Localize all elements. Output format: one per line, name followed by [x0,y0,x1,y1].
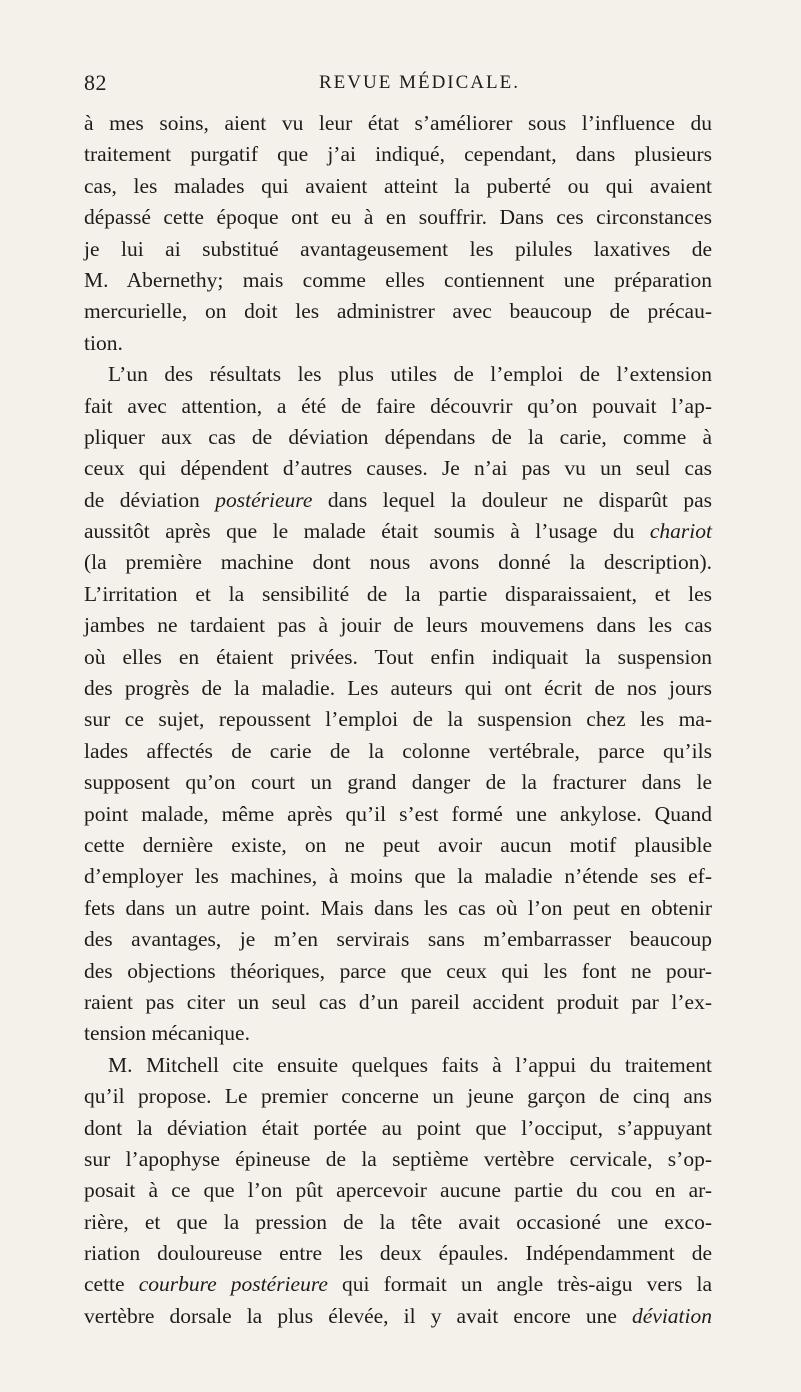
text-line [84,1175,712,1206]
text-line [84,861,712,892]
text-run: aussitôt après que le malade était soumis à l’usage du [84,519,650,544]
text-run: L’irritation et la sensibilité de la partie disparaissaient, et les [84,581,712,606]
text-run: où elles en étaient privées. Tout enfin indiquait la suspension [84,644,712,669]
text-run: point malade, même après qu’il s’est formé une ankylose. Quand [84,801,712,826]
text-run: fait avec attention, a été de faire découvrir qu’on pouvait l’ap- [84,393,712,418]
text-line [84,422,712,453]
text-line [84,830,712,861]
text-run: mercurielle, on doit les administrer avec beaucoup de précau- [84,299,712,324]
text-line [84,1301,712,1332]
text-run: des avantages, je m’en servirais sans m’embarrasser beaucoup [84,927,712,952]
text-run: dont la déviation était portée au point que l’occiput, s’appuyant [84,1115,712,1140]
text-line [84,328,712,359]
text-run: jambes ne tardaient pas à jouir de leurs mouvemens dans les cas [84,613,712,638]
text-line [84,579,712,610]
text-run: qu’il propose. Le premier concerne un jeune garçon de cinq ans [84,1084,712,1109]
text-line [84,673,712,704]
text-run: L’un des résultats les plus utiles de l’emploi de l’extension [108,362,712,387]
text-line [84,1144,712,1175]
text-run: cette dernière existe, on ne peut avoir aucun motif plausible [84,832,712,857]
text-run: pliquer aux cas de déviation dépendans de la carie, comme à [84,424,712,449]
running-head: REVUE MÉDICALE. [319,72,520,93]
text-run: riation douloureuse entre les deux épaules. Indépendamment de [84,1241,712,1266]
text-run: des objections théoriques, parce que ceux qui les font ne pour- [84,958,712,983]
italic-phrase: chariot [649,519,712,544]
text-run: dépassé cette époque ont eu à en souffrir. Dans ces circonstances [84,205,712,230]
text-run: fets dans un autre point. Mais dans les cas où l’on peut en obtenir [84,895,712,920]
text-line [84,893,712,924]
text-line [84,1238,712,1269]
text-line [84,924,712,955]
italic-phrase: déviation [631,1303,712,1328]
text-line [84,610,712,641]
text-run: je lui ai substitué avantageusement les pilules laxatives de [84,236,712,261]
text-line [84,234,712,265]
text-line [84,987,712,1018]
text-run: dans lequel la douleur ne disparût pas [312,487,712,512]
text-run: ceux qui dépendent d’autres causes. Je n’ai pas vu un seul cas [84,456,712,481]
text-run: sur l’apophyse épineuse de la septième vertèbre cervicale, s’op- [84,1146,712,1171]
text-line [84,704,712,735]
text-line [84,1018,712,1049]
text-run: sur ce sujet, repoussent l’emploi de la suspension chez les ma- [84,707,712,732]
body-text [84,108,712,1332]
text-line [84,359,712,390]
text-line [84,171,712,202]
text-line [84,767,712,798]
text-run: vertèbre dorsale la plus élevée, il y avait encore une [84,1303,632,1328]
text-run: qui formait un angle très-aigu vers la [327,1272,712,1297]
italic-phrase: courbure postérieure [138,1272,328,1297]
text-run: raient pas citer un seul cas d’un pareil accident produit par l’ex- [84,989,712,1014]
text-line [84,108,712,139]
text-line [84,1207,712,1238]
text-line [84,453,712,484]
text-line [84,547,712,578]
text-run: lades affectés de carie de la colonne vertébrale, parce qu’ils [84,738,712,763]
text-line [84,1269,712,1300]
text-run: rière, et que la pression de la tête avait occasioné une exco- [84,1209,712,1234]
text-line [84,799,712,830]
text-line [84,956,712,987]
page-header [84,70,712,104]
text-run: M. Mitchell cite ensuite quelques faits à l’appui du traitement [108,1052,712,1077]
text-run: posait à ce que l’on pût apercevoir aucune partie du cou en ar- [84,1178,712,1203]
text-run: (la première machine dont nous avons donné la description). [84,550,712,575]
text-run: des progrès de la maladie. Les auteurs qui ont écrit de nos jours [84,676,712,701]
text-line [84,1081,712,1112]
text-line [84,296,712,327]
text-run: cas, les malades qui avaient atteint la puberté ou qui avaient [84,173,712,198]
text-run: d’employer les machines, à moins que la maladie n’étende ses ef- [84,864,712,889]
text-run: M. Abernethy; mais comme elles contiennent une préparation [84,267,712,292]
text-run: supposent qu’on court un grand danger de la fracturer dans le [84,770,712,795]
text-line [84,139,712,170]
text-line [84,202,712,233]
text-line [84,1113,712,1144]
text-line [84,1050,712,1081]
text-run: traitement purgatif que j’ai indiqué, cependant, dans plusieurs [84,142,712,167]
text-line [84,485,712,516]
text-line [84,642,712,673]
text-run: tion. [84,330,123,355]
text-line [84,265,712,296]
page-number: 82 [84,70,107,95]
text-line [84,391,712,422]
text-run: à mes soins, aient vu leur état s’améliorer sous l’influence du [84,111,712,135]
text-line [84,736,712,767]
italic-phrase: postérieure [215,487,313,512]
text-run: tension mécanique. [84,1021,250,1046]
text-run: de déviation [84,487,216,512]
text-line [84,516,712,547]
text-run: cette [84,1272,139,1297]
